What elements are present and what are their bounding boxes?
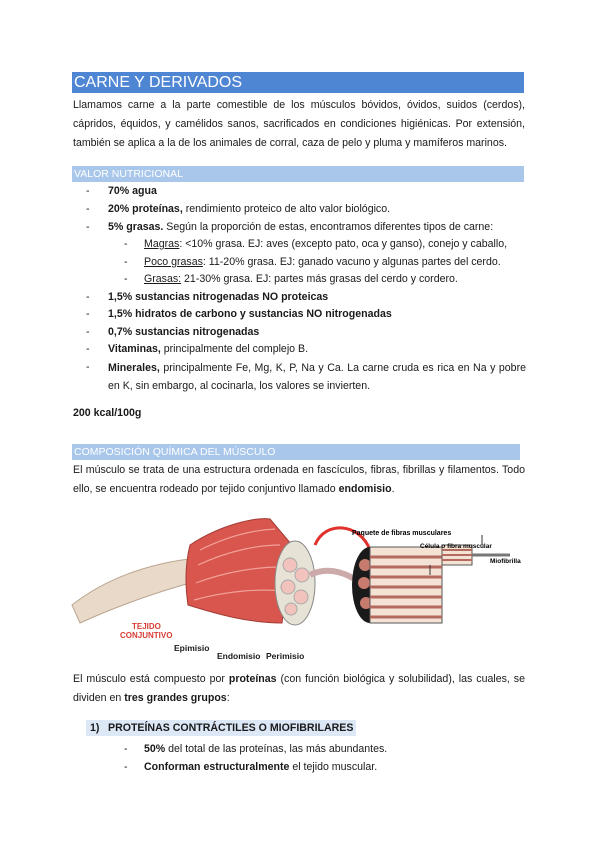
label-epimisio: Epimisio (174, 643, 210, 653)
list-item: - Minerales, principalmente Fe, Mg, K, P, Na y Ca. La carne cruda es rica en Na y pobre en K, sin embargo, al cocinarla, los valores se invierten. (86, 361, 526, 392)
composition-paragraph: El músculo se trata de una estructura ordenada en fascículos, fibras, fibrillas y filamentos. Todo ello, se encuentra rodeado por tejido conjuntivo llamado endomisio. (73, 464, 525, 495)
kcal-value: 200 kcal/100g (73, 407, 142, 419)
label-celula: Célula o fibra muscular (420, 543, 492, 550)
label-paquete: Paquete de fibras musculares (352, 530, 452, 537)
muscle-structure-figure (70, 505, 530, 660)
label-tejido: TEJIDO (132, 622, 161, 631)
intro-paragraph: Llamamos carne a la parte comestible de los músculos bóvidos, óvidos, suidos (cerdos), cápridos, équidos, y camélidos sanos, sacrificados en condiciones higiénicas. Por extensión, también se aplica a la de los animales de corral, caza de pelo y pluma y mamíferos marinos. (73, 99, 525, 149)
page-title: CARNE Y DERIVADOS (72, 72, 524, 93)
label-perimisio: Perimisio (266, 651, 305, 660)
label-miofibrilla: Miofibrilla (490, 558, 521, 565)
section-heading-valor-nutricional: VALOR NUTRICIONAL (72, 166, 524, 182)
label-conjuntivo: CONJUNTIVO (120, 631, 173, 640)
group1-heading: 1) PROTEÍNAS CONTRÁCTILES O MIOFIBRILARES (86, 720, 356, 736)
proteins-paragraph: El músculo está compuesto por proteínas (con función biológica y solubilidad), las cuales, se dividen en tres grandes grupos: (73, 673, 525, 704)
section-heading-composicion: COMPOSICIÓN QUÍMICA DEL MÚSCULO (72, 444, 520, 460)
label-endomisio: Endomisio (217, 651, 261, 660)
document-page: CARNE Y DERIVADOS Llamamos carne a la parte comestible de los músculos bóvidos, óvidos, suidos (cerdos), cápridos, équidos, y camélidos sanos, sacrificados en condiciones higiénicas. Por extensión, también se aplica a la de los animales de corral, caza de pelo y pluma y mamíferos marinos. VALOR NUTRICIONAL - 70% agua - 20% proteínas, rendimiento proteico de alto valor biológico. - 5% grasas. Según la proporción de estas, encontramos diferentes tipos de carne: - Magras: <10% grasa. EJ: aves (excepto pato, oca y ganso), conejo y caballo, - Poco grasas: 11-20% grasa. EJ: ganado vacuno y algunas partes del cerdo. - Grasas: 21-30% grasa. EJ: partes más grasas del cerdo y cordero. - 1,5% sustancias nitrogenadas NO proteicas - 1,5% hidratos de carbono y sustancias NO nitrogenadas - 0,7% sustancias nitrogenadas - Vitaminas, principalmente del complejo B. - Minerales, principalmente Fe, Mg, K, P, Na y Ca. La carne cruda es rica en Na y pobre en K, sin embargo, al cocinarla, los valores se invierten. 200 kcal/100g COMPOSICIÓN QUÍMICA DEL MÚSCULO El músculo se trata de una estructura ordenada en fascículos, fibras, fibrillas y filamentos. Todo ello, se encuentra rodeado por tejido conjuntivo llamado endomisio. Paquete de fibras musculares Célula o fibra muscular Miofibrilla TEJIDO CONJUNTIVO Epimisio Endomisio Perimisio El músculo está compuesto por proteínas (con función biológica y solubilidad), las cuales, se dividen en tres grandes grupos: 1) PROTEÍNAS CONTRÁCTILES O MIOFIBRILARES - 50% del total de las proteínas, las más abundantes. - Conforman estructuralmente el tejido muscular. (0, 0, 600, 848)
